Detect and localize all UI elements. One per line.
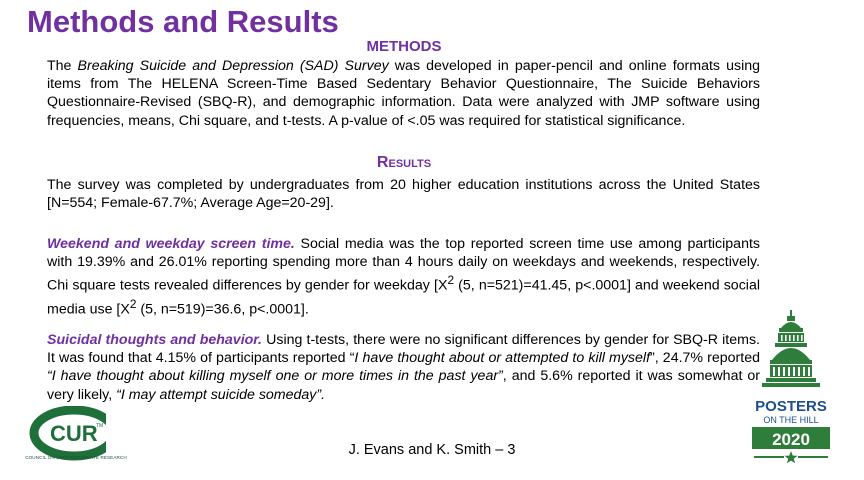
screen-time-text-2: (5, n=521)=41.45, p<.0001] and weekend social media use [X <box>47 278 760 319</box>
suicidal-text-1: Using t-tests, there were no significant differences by gender for SBQ-R items. It was found that 4.15% of participants reported “ <box>47 332 760 367</box>
on-the-hill-text: ON THE HILL <box>763 415 819 425</box>
cur-caption: COUNCIL ON UNDERGRADUATE RESEARCH <box>25 455 127 460</box>
footer-authors: J. Evans and K. Smith – 3 <box>348 442 516 458</box>
page-title: Methods and Results <box>27 4 339 39</box>
cur-logo-gap <box>106 412 136 458</box>
chi-square-superscript-1: 2 <box>447 273 455 288</box>
cur-logo-tm: TM <box>96 423 104 429</box>
year-text: 2020 <box>772 430 810 449</box>
star-rule-left <box>754 456 784 458</box>
screen-time-paragraph <box>47 235 760 319</box>
chi-square-superscript-2: 2 <box>129 297 137 312</box>
star-icon <box>784 451 797 463</box>
suicidal-paragraph <box>47 331 760 404</box>
methods-text-start: The <box>47 58 78 74</box>
quote-2: “I have thought about killing myself one or more times in the past year” <box>47 368 503 385</box>
results-heading: Results <box>376 154 432 171</box>
quote-3: “I may attempt suicide someday”. <box>116 386 326 403</box>
suicidal-text-2: ”, 24.7% reported <box>650 350 760 367</box>
survey-name: Breaking Suicide and Depression (SAD) Survey <box>77 58 389 74</box>
results-intro: The survey was completed by undergraduates from 20 higher education institutions across the United States [N=554; Female-67.7%; Average Age=20-29]. <box>47 177 760 212</box>
methods-text-rest: was developed in paper-pencil and online formats using items from The HELENA Screen-Time Based Sedentary Behavior Questionnaire, The Suicide Behaviors Questionnaire-Revised (SBQ-R), and demographic information. Data were analyzed with JMP software using frequencies, means, Chi square, and t-tests. A p-value of <.05 was required for statistical significance. <box>47 58 760 129</box>
quote-1: I have thought about or attempted to kill myself <box>354 350 651 367</box>
cur-logo-text: CUR <box>50 421 98 446</box>
star-rule-right <box>798 456 828 458</box>
suicidal-text-3: , and 5.6% reported it was somewhat or very likely, <box>47 368 760 403</box>
screen-time-text-3: (5, n=519)=36.6, p<.0001]. <box>136 302 309 319</box>
screen-time-lead: Weekend and weekday screen time. <box>47 236 295 252</box>
capitol-dome-icon <box>762 310 820 387</box>
suicidal-lead: Suicidal thoughts and behavior. <box>47 332 262 348</box>
screen-time-text-1: Social media was the top reported screen time use among participants with 19.39% and 26.01% reporting spending more than 4 hours daily on weekdays and weekends, respectively. Chi square tests revealed differences by gender for weekday [X <box>47 236 760 295</box>
methods-heading: METHODS <box>366 38 442 55</box>
posters-on-the-hill-logo <box>748 310 834 470</box>
methods-paragraph <box>47 57 760 130</box>
posters-text: POSTERS <box>755 398 827 415</box>
